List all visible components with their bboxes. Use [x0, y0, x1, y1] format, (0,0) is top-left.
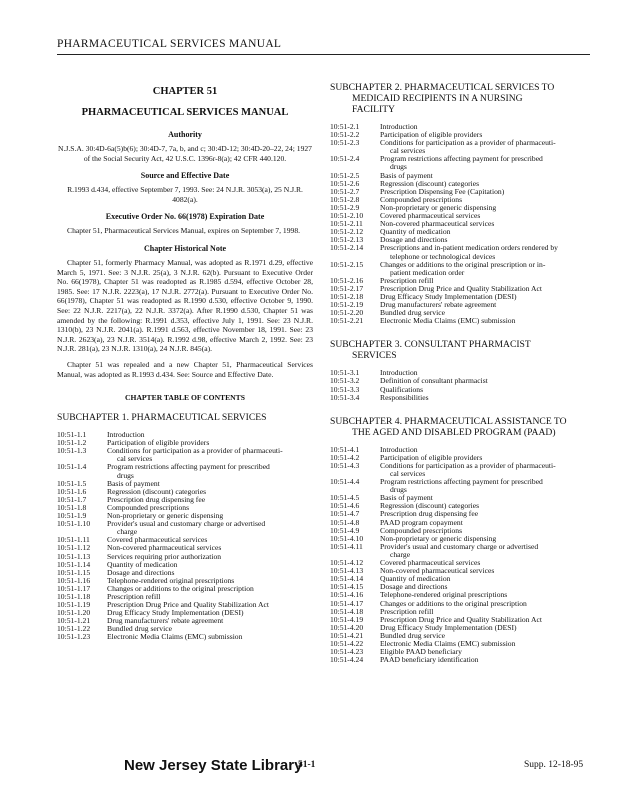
section-title-continuation: drugs — [390, 162, 407, 172]
toc-entry — [330, 624, 588, 632]
section-number: 10:51-1.19 — [57, 600, 91, 610]
section-title-continuation: cal services — [390, 146, 426, 156]
section-number: 10:51-4.7 — [330, 509, 360, 519]
section-number: 10:51-2.17 — [330, 283, 364, 293]
section-title-text: Non-covered pharmaceutical services — [380, 566, 495, 576]
section-number: 10:51-4.1 — [330, 444, 360, 454]
section-title-text: Drug Efficacy Study Implementation (DESI) — [107, 608, 244, 618]
section-title-text: Program restrictions affecting payment for prescribed — [107, 462, 270, 472]
subchapter-4-title-line-2: THE AGED AND DISABLED PROGRAM (PAAD) — [352, 426, 556, 438]
page-number: 51-1 — [298, 760, 316, 770]
section-number: 10:51-2.4 — [330, 154, 360, 164]
historical-note-paragraph-1: Chapter 51, formerly Pharmacy Manual, was adopted as R.1971 d.29, effective March 5, 1971. See: 3 N.J.R. 25(a), 3 N.J.R. 62(b). Pursuant to Executive Order No. 66(1978), Chapter 51 was readopted as R.1985 d.594, effective October 28, 1985. See: 17 N.J.R. 2223(a), 17 N.J.R. 2772(a). Pursuant to Executive Order No. 66(1978), Chapter 51 was readopted as R.1990 d.530, effective October 9, 1990. See: 22 N.J.R. 2217(a), 22 N.J.R. 3372(a). After R.1990 d.530, Chapter 51 was amended by the following: R.1991 d.353, effective July 1, 1991. See: 23 N.J.R. 1310(b), 23 N.J.R. 2041(a). R.1991 d.563, effective November 18, 1991. See: 23 N.J.R. 2623(a), 23 N.J.R. 3514(a). R.1992 d.98, effective March 2, 1992. See: 23 N.J.R. 281(a), 23 N.J.R. 1310(a), 24 N.J.R. 845(a). — [57, 257, 313, 354]
section-number: 10:51-1.2 — [57, 438, 87, 448]
section-title-text: Prescription refill — [107, 591, 161, 601]
section-title-continuation: drugs — [117, 470, 134, 480]
section-number: 10:51-1.16 — [57, 575, 91, 585]
section-number: 10:51-2.1 — [330, 122, 360, 131]
section-number: 10:51-1.9 — [57, 511, 87, 521]
section-title-text: Participation of eligible providers — [107, 438, 210, 448]
section-number: 10:51-1.22 — [57, 624, 91, 634]
section-title-text: Compounded prescriptions — [107, 502, 190, 512]
section-number: 10:51-2.18 — [330, 291, 364, 301]
section-title-text: Compounded prescriptions — [380, 525, 463, 535]
right-column — [330, 82, 588, 678]
section-title-continuation: patient medication order — [390, 267, 465, 277]
section-title-continuation: cal services — [390, 469, 426, 478]
section-title-text: PAAD beneficiary identification — [380, 655, 479, 665]
section-number: 10:51-2.14 — [330, 243, 364, 253]
subchapter-4-title-line-1: SUBCHAPTER 4. PHARMACEUTICAL ASSISTANCE TO — [330, 415, 567, 427]
section-number: 10:51-1.4 — [57, 462, 87, 472]
section-title-continuation: charge — [390, 549, 411, 559]
toc-entry — [330, 462, 588, 478]
section-number: 10:51-4.6 — [330, 501, 360, 511]
section-title-text: Non-proprietary or generic dispensing — [380, 533, 497, 543]
subchapter-2-title-line-2: MEDICAID RECIPIENTS IN A NURSING — [352, 93, 523, 104]
section-title-text: Changes or additions to the original prescription — [107, 583, 254, 593]
section-title-text: Prescription Dispensing Fee (Capitation) — [380, 186, 505, 196]
section-number: 10:51-2.9 — [330, 202, 360, 212]
section-title-text: Participation of eligible providers — [380, 452, 483, 462]
section-title-text: Participation of eligible providers — [380, 130, 483, 140]
toc-entry — [330, 394, 588, 402]
subchapter-2-title-line-1: SUBCHAPTER 2. PHARMACEUTICAL SERVICES TO — [330, 82, 555, 93]
section-number: 10:51-4.21 — [330, 630, 364, 640]
section-title-text: Prescription Drug Price and Quality Stabilization Act — [107, 600, 269, 610]
section-title-text: Non-covered pharmaceutical services — [380, 219, 495, 229]
section-title-text: Basis of payment — [380, 493, 433, 503]
section-title-text: Basis of payment — [107, 478, 160, 488]
section-number: 10:51-2.15 — [330, 259, 364, 269]
toc-entry — [330, 567, 588, 575]
toc-entry — [57, 520, 313, 536]
section-number: 10:51-3.4 — [330, 392, 360, 402]
section-number: 10:51-1.8 — [57, 502, 87, 512]
section-number: 10:51-4.22 — [330, 638, 364, 648]
section-number: 10:51-4.24 — [330, 655, 364, 665]
section-title-text: Introduction — [380, 444, 418, 454]
subchapter-4-title — [330, 416, 588, 438]
section-title-text: Program restrictions affecting payment for prescribed — [380, 154, 543, 164]
toc-entry — [330, 244, 588, 260]
section-title-text: Introduction — [107, 430, 145, 440]
toc-entry — [330, 301, 588, 309]
toc-entry — [330, 228, 588, 236]
authority-text: N.J.S.A. 30:4D-6a(5)b(6); 30:4D-7, 7a, b, and c; 30:4D-12; 30:4D-20–22, 24; 1927 of the Social Security Act, 42 U.S.C. 1396r-8(a); 42 CFR 440.120. — [58, 144, 312, 163]
section-title-text: Electronic Media Claims (EMC) submission — [380, 316, 516, 326]
section-number: 10:51-4.10 — [330, 533, 364, 543]
section-title-text: Prescription drug dispensing fee — [107, 494, 206, 504]
section-number: 10:51-1.10 — [57, 519, 91, 529]
section-title-text: Quantity of medication — [107, 559, 178, 569]
historical-note-heading: Chapter Historical Note — [143, 243, 227, 253]
section-title-text: Changes or additions to the original prescription or in- — [380, 259, 546, 269]
toc-entry — [57, 553, 313, 561]
toc-entry — [330, 317, 588, 325]
section-number: 10:51-4.17 — [330, 598, 364, 608]
section-title-text: Covered pharmaceutical services — [107, 535, 208, 545]
section-title-text: Bundled drug service — [380, 630, 445, 640]
section-title-text: Dosage and directions — [380, 235, 448, 245]
section-title-text: Changes or additions to the original prescription — [380, 598, 527, 608]
section-title-text: Drug manufacturers' rebate agreement — [107, 616, 224, 626]
toc-entry — [330, 155, 588, 171]
section-title — [380, 317, 588, 325]
section-title-text: Prescription drug dispensing fee — [380, 509, 479, 519]
left-column — [57, 82, 313, 656]
section-number: 10:51-4.20 — [330, 622, 364, 632]
subchapter-1-title: SUBCHAPTER 1. PHARMACEUTICAL SERVICES — [57, 412, 267, 424]
section-number: 10:51-4.16 — [330, 590, 364, 600]
toc-entry — [330, 139, 588, 155]
section-title-text: Services requiring prior authorization — [107, 551, 222, 561]
section-title-text: Prescription refill — [380, 275, 434, 285]
section-number: 10:51-1.7 — [57, 494, 87, 504]
toc-entry — [330, 543, 588, 559]
section-number: 10:51-1.14 — [57, 559, 91, 569]
section-number: 10:51-4.15 — [330, 582, 364, 592]
executive-order-heading: Executive Order No. 66(1978) Expiration Date — [105, 212, 265, 222]
section-number: 10:51-4.5 — [330, 493, 360, 503]
toc-entry — [57, 447, 313, 463]
section-title — [380, 139, 588, 155]
section-number: 10:51-1.1 — [57, 430, 87, 440]
section-number: 10:51-2.20 — [330, 308, 364, 318]
toc-entry — [330, 600, 588, 608]
toc-entry — [57, 617, 313, 625]
section-title-text: Provider's usual and customary charge or advertised — [380, 541, 539, 551]
section-title — [380, 244, 588, 260]
section-title — [107, 520, 313, 536]
section-title-text: Definition of consultant pharmacist — [380, 376, 488, 386]
section-title-continuation: telephone or technological devices — [390, 251, 496, 261]
toc-entry — [57, 463, 313, 479]
section-title-text: Responsibilities — [380, 392, 429, 402]
section-number: 10:51-1.20 — [57, 608, 91, 618]
executive-order-text: Chapter 51, Pharmaceutical Services Manual, expires on September 7, 1998. — [67, 226, 301, 236]
section-title-text: Bundled drug service — [380, 308, 445, 318]
section-title-text: Quantity of medication — [380, 227, 451, 237]
section-title-text: Conditions for participation as a provider of pharmaceuti- — [380, 460, 556, 470]
section-number: 10:51-1.11 — [57, 535, 90, 545]
toc-entry — [330, 261, 588, 277]
section-number: 10:51-2.7 — [330, 186, 360, 196]
subchapter-3-title-line-2: SERVICES — [352, 350, 397, 362]
section-title — [380, 478, 588, 494]
section-title-text: Eligible PAAD beneficiary — [380, 647, 462, 657]
section-title — [107, 463, 313, 479]
section-number: 10:51-3.3 — [330, 384, 360, 394]
section-title — [380, 462, 588, 478]
section-title-text: Non-proprietary or generic dispensing — [380, 202, 497, 212]
section-number: 10:51-4.3 — [330, 460, 360, 470]
section-title-text: Conditions for participation as a provider of pharmaceuti- — [380, 138, 556, 148]
section-number: 10:51-4.12 — [330, 558, 364, 568]
section-number: 10:51-2.6 — [330, 178, 360, 188]
section-title-text: Electronic Media Claims (EMC) submission — [380, 638, 516, 648]
section-title-text: Qualifications — [380, 384, 424, 394]
section-title-text: Prescription refill — [380, 606, 434, 616]
section-number: 10:51-2.19 — [330, 300, 364, 310]
section-title-text: Telephone-rendered original prescriptions — [107, 575, 235, 585]
section-number: 10:51-2.16 — [330, 275, 364, 285]
section-number: 10:51-1.5 — [57, 478, 87, 488]
section-title-text: Covered pharmaceutical services — [380, 558, 481, 568]
section-title-text: Introduction — [380, 122, 418, 131]
toc-entry — [330, 377, 588, 385]
toc-heading: CHAPTER TABLE OF CONTENTS — [125, 393, 245, 403]
subchapter-1-list — [57, 431, 313, 641]
section-title-text: Prescription Drug Price and Quality Stabilization Act — [380, 283, 542, 293]
toc-entry — [330, 478, 588, 494]
subchapter-2-title-line-3: FACILITY — [352, 104, 395, 115]
subchapter-3-list — [330, 369, 588, 401]
historical-note-paragraph-2: Chapter 51 was repealed and a new Chapter 51, Pharmaceutical Services Manual, was adopted as R.1993 d.434. See: Source and Effective Date. — [57, 359, 313, 379]
section-number: 10:51-2.8 — [330, 194, 360, 204]
toc-entry — [330, 386, 588, 394]
section-number: 10:51-2.13 — [330, 235, 364, 245]
section-number: 10:51-1.12 — [57, 543, 91, 553]
footer-library-stamp: New Jersey State Library — [124, 757, 303, 774]
toc-entry — [57, 561, 313, 569]
section-number: 10:51-1.23 — [57, 632, 91, 642]
section-number: 10:51-4.13 — [330, 566, 364, 576]
section-title-text: Basis of payment — [380, 170, 433, 180]
section-title-text: Dosage and directions — [380, 582, 448, 592]
section-title-text: Regression (discount) categories — [380, 501, 480, 511]
section-title — [380, 155, 588, 171]
section-number: 10:51-1.18 — [57, 591, 91, 601]
section-number: 10:51-1.17 — [57, 583, 91, 593]
section-title-text: Conditions for participation as a provider of pharmaceuti- — [107, 446, 283, 456]
section-number: 10:51-4.8 — [330, 517, 360, 527]
section-title — [380, 656, 588, 664]
section-number: 10:51-2.2 — [330, 130, 360, 140]
section-title-text: Prescriptions and in-patient medication orders rendered by — [380, 243, 558, 253]
authority-heading: Authority — [168, 130, 202, 139]
section-number: 10:51-4.23 — [330, 647, 364, 657]
section-number: 10:51-2.12 — [330, 227, 364, 237]
section-number: 10:51-4.19 — [330, 614, 364, 624]
section-title-text: Regression (discount) categories — [380, 178, 480, 188]
section-title-text: Provider's usual and customary charge or advertised — [107, 519, 266, 529]
section-title-text: Drug Efficacy Study Implementation (DESI) — [380, 291, 517, 301]
subchapter-2-title — [330, 82, 588, 115]
section-number: 10:51-4.2 — [330, 452, 360, 462]
section-title-text: Quantity of medication — [380, 574, 451, 584]
section-title-text: Regression (discount) categories — [107, 486, 207, 496]
section-number: 10:51-3.1 — [330, 368, 360, 378]
section-title-text: Covered pharmaceutical services — [380, 211, 481, 221]
section-number: 10:51-1.6 — [57, 486, 87, 496]
section-number: 10:51-1.13 — [57, 551, 91, 561]
toc-entry — [330, 575, 588, 583]
section-number: 10:51-4.4 — [330, 477, 360, 487]
section-number: 10:51-4.14 — [330, 574, 364, 584]
section-number: 10:51-1.3 — [57, 446, 87, 456]
section-number: 10:51-2.5 — [330, 170, 360, 180]
subchapter-4-list — [330, 446, 588, 665]
section-title — [107, 447, 313, 463]
section-title — [380, 261, 588, 277]
header-rule — [57, 54, 590, 55]
section-number: 10:51-4.9 — [330, 525, 360, 535]
section-number: 10:51-2.3 — [330, 138, 360, 148]
section-title-text: Drug manufacturers' rebate agreement — [380, 300, 497, 310]
toc-entry — [330, 220, 588, 228]
section-number: 10:51-2.11 — [330, 219, 363, 229]
section-title — [380, 394, 588, 402]
section-number: 10:51-2.10 — [330, 211, 364, 221]
toc-entry — [57, 633, 313, 641]
subchapter-3-title — [330, 339, 588, 361]
section-title-text: Bundled drug service — [107, 624, 172, 634]
section-title — [107, 633, 313, 641]
manual-title: PHARMACEUTICAL SERVICES MANUAL — [81, 107, 289, 118]
section-title-continuation: drugs — [390, 485, 407, 495]
section-title-text: Non-covered pharmaceutical services — [107, 543, 222, 553]
section-title-text: Dosage and directions — [107, 567, 175, 577]
section-title-text: Program restrictions affecting payment for prescribed — [380, 477, 543, 487]
section-number: 10:51-4.18 — [330, 606, 364, 616]
section-number: 10:51-2.21 — [330, 316, 364, 326]
source-text: R.1993 d.434, effective September 7, 1993. See: 24 N.J.R. 3053(a), 25 N.J.R. 4082(a). — [67, 185, 303, 204]
section-title-text: Telephone-rendered original prescriptions — [380, 590, 508, 600]
running-head: PHARMACEUTICAL SERVICES MANUAL — [57, 38, 282, 50]
section-title-text: Compounded prescriptions — [380, 194, 463, 204]
section-title-continuation: cal services — [117, 454, 153, 464]
section-title — [380, 543, 588, 559]
subchapter-3-title-line-1: SUBCHAPTER 3. CONSULTANT PHARMACIST — [330, 339, 531, 351]
section-number: 10:51-1.15 — [57, 567, 91, 577]
section-title-text: Prescription Drug Price and Quality Stabilization Act — [380, 614, 542, 624]
section-title-text: Drug Efficacy Study Implementation (DESI) — [380, 622, 517, 632]
section-title-continuation: charge — [117, 527, 138, 537]
section-title-text: Introduction — [380, 368, 418, 378]
section-title-text: PAAD program copayment — [380, 517, 463, 527]
section-title-text: Non-proprietary or generic dispensing — [107, 511, 224, 521]
section-number: 10:51-3.2 — [330, 376, 360, 386]
section-number: 10:51-1.21 — [57, 616, 91, 626]
chapter-title: CHAPTER 51 — [152, 86, 218, 97]
supplement-date: Supp. 12-18-95 — [524, 760, 584, 770]
toc-entry — [57, 585, 313, 593]
section-number: 10:51-4.11 — [330, 541, 363, 551]
section-title-text: Electronic Media Claims (EMC) submission — [107, 632, 243, 642]
source-heading: Source and Effective Date — [140, 171, 230, 181]
subchapter-2-list — [330, 123, 588, 325]
toc-entry — [330, 656, 588, 664]
